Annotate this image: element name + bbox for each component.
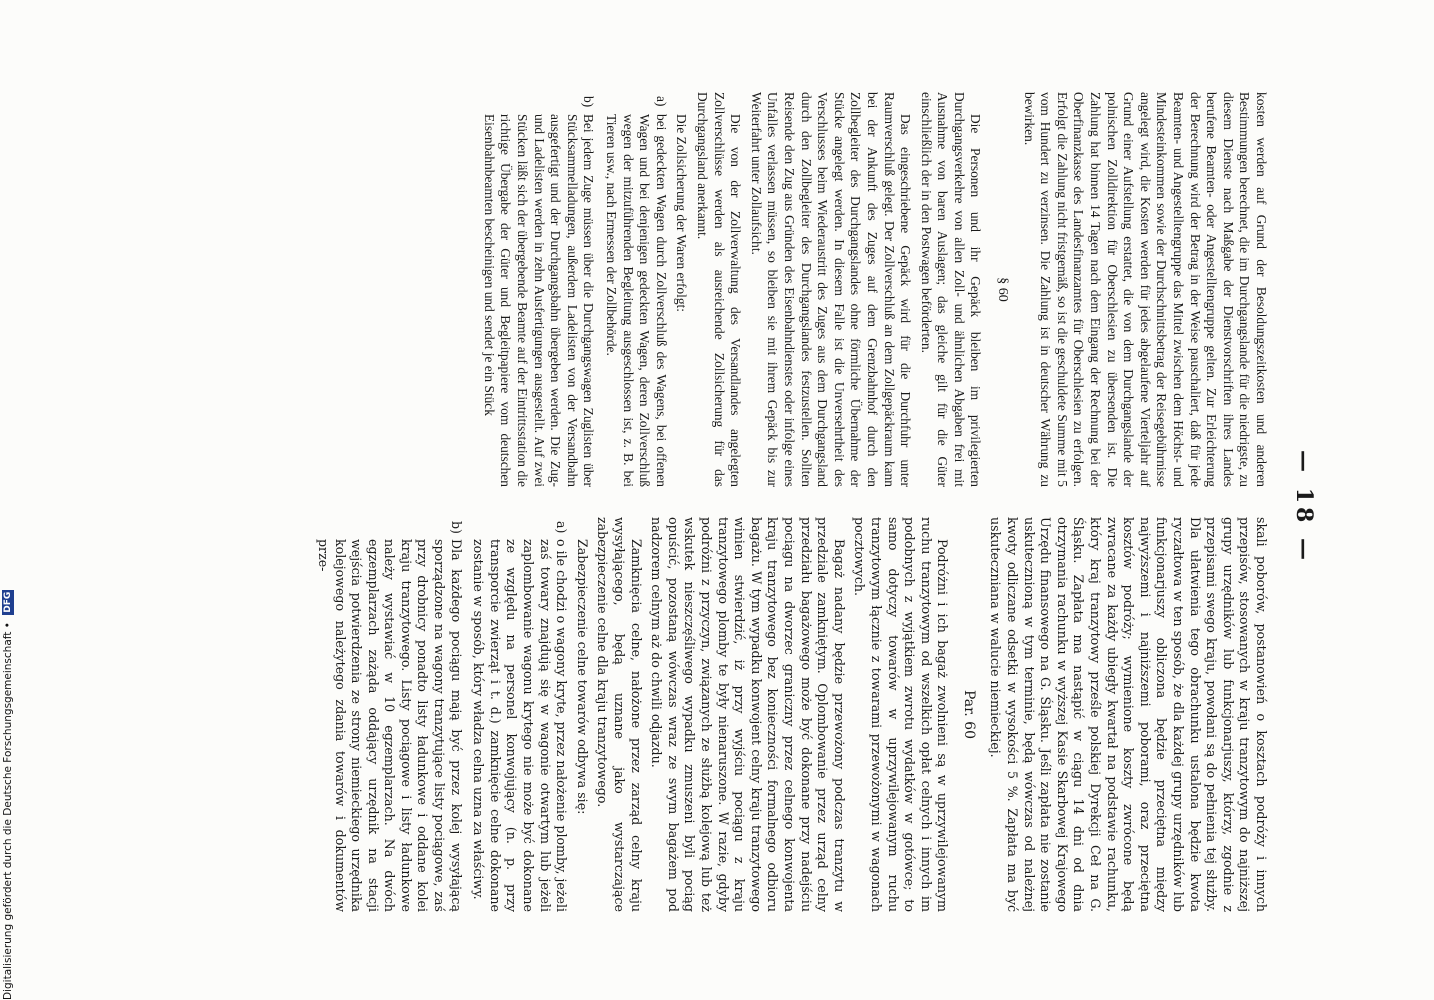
polish-item-b — [314, 517, 463, 912]
polish-paragraph-1: skali poborów, postanowień o kosztach podróży i innych przepisów, stosowanych w kraju tranzytowym do najniższej grupy urzędników lub funkcjonarjuszy, którzy, zgodnie z przepisami swego kraju, powołani są do pełnienia tej służby. Dla ułatwienia tego obrachunku ustalona będzie kwota ryczałtowa w ten sposób, że dla każdej grupy urzędników lub funkcjonarjuszy obliczona będzie przeciętna między najwyższemi i najniższemi poborami, oraz przeciętna kosztów podróży; wymienione koszty zwrócone będą zwracane za każdy ubiegły kwartał na podstawie rachunku, który kraj tranzytowy prześle polskiej Dyrekcji Ceł na G. Śląsku. Zapłata ma nastąpić w ciągu 14 dni od dnia otrzymania rachunku w wyższej Kasie Skarbowej Krajowego Urzędu finansowego na G. Śląsku. Jeśli zapłata nie zostanie uskutecznioną w tym terminie, będą wówczas od należnej kwoty odliczane odsetki w wysokości 5 %. Zapłata ma być uskuteczniana w walucie niemieckiej. — [988, 517, 1269, 912]
german-item-a — [602, 92, 668, 487]
german-item-b — [480, 92, 596, 487]
page-number: — 18 — — [1291, 450, 1317, 564]
german-item-a-marker: a) — [653, 96, 669, 107]
credit-text: Digitalisierung gefördert durch die Deutsche Forschungsgemeinschaft • — [2, 622, 14, 1000]
polish-item-b-marker: b) — [448, 521, 464, 534]
polish-item-a — [470, 517, 570, 912]
german-column — [474, 92, 1269, 487]
german-paragraph-1: kosten werden auf Grund der Besoldungszeitkosten und anderen Bestimmungen berechnet, die im Durchgangslande für die niedrigste, zu diesem Dienste nach Maßgabe der Dienstvorschriften ihres Landes berufene Beamten- oder Angestelltengruppe gelten. Zur Erleichterung der Berechnung wird der Betrag in der Weise pauschaliert, daß für jede Beamten- und Angestelltengruppe das Mittel zwischen dem Höchst- und Mindesteinkommen sowie der Durchschnittsbetrag der Reisegebührnisse angelegt wird, die Kosten werden für jedes abgelaufene Vierteljahr auf Grund einer Aufstellung erstattet, die von dem Durchgangslande der polnischen Zolldirektion für Oberschlesien zu übersenden ist. Die Zahlung hat binnen 14 Tagen nach dem Eingang der Rechnung bei der Oberfinanzkasse des Landesfinanzamtes für Oberschlesien zu erfolgen. Erfolgt die Zahlung nicht fristgemäß, so ist die geschuldete Summe mit 5 vom Hundert zu verzinsen. Die Zahlung ist in deutscher Währung zu bewirken. — [1021, 92, 1269, 487]
digitization-credit — [1, 580, 15, 1000]
polish-paragraph-2: Podróżni i ich bagaż zwolnieni są w uprzywilejowanym ruchu tranzytowym od wszelkich opłat celnych i innych im podobnych z wyjątkiem zwrotu wydatków w gotówce; to samo dotyczy towarów w uprzywilejowanym ruchu tranzytowym łącznie z towarami przewożonymi w wagonach pocztowych. — [852, 517, 951, 912]
german-paragraph-3: Das eingeschriebene Gepäck wird für die Durchfuhr unter Raumverschluß gelegt. Der Zollverschluß an dem Zollgepäckraum kann bei der Ankunft des Zuges auf dem Grenzbahnhof durch den Zollbegleiter des Durchgangslandes ohne förmliche Übernahme der Stücke angelegt werden. In diesem Falle ist die Unversehrtheit des Verschlusses beim Wiederaustritt des Zuges aus dem Durchgangsland durch den Zollbegleiter des Durchgangslandes festzustellen. Sollten Reisende den Zug aus Gründen des Eisenbahndienstes oder infolge eines Unfalles verlassen müssen, so bleiben sie mit ihrem Gepäck bis zur Weiterfahrt unter Zollaufsicht. — [748, 92, 914, 487]
polish-item-a-marker: a) — [554, 521, 570, 534]
dfg-logo-icon: DFG — [3, 591, 13, 613]
rotated-document-page — [117, 92, 1317, 922]
polish-section-heading: Par. 60 — [960, 689, 977, 739]
german-section-heading: § 60 — [995, 277, 1011, 302]
german-paragraph-5: Die Zollsicherung der Waren erfolgt: — [674, 114, 690, 312]
polish-paragraph-5: Zabezpieczenie celne towarów odbywa się: — [574, 539, 590, 815]
german-item-a-text: bei gedeckten Wagen durch Zollverschluß des Wagens, bei offenen Wagen und bei denjenigen gedeckten Wagen, deren Zollverschluß wegen der mitzuführenden Begleitung ausgeschlossen ist, z. B. bei Tieren usw., nach Ermessen der Zollbehörde. — [604, 114, 669, 487]
polish-item-a-text: o ile chodzi o wagony kryte, przez nałożenie plomby, jeżeli zaś towary znajdują się w wagonie otwartym lub jeżeli zaplombowanie wagonu krytego nie może być dokonane ze względu na personel konwojujący (n. p. przy transporcie zwierząt i t. d.) zamknięcie celne dokonane zostanie w sposób, który władza celna uzna za właściwy. — [471, 539, 570, 913]
polish-item-b-text: Dla każdego pociągu mają być przez kolej wysyłającą sporządzone na wagony tranzytujące listy pociągowe, zaś przy drobnicy ponadto listy ładunkowe i oddane kolei kraju tranzytowego. Listy pociągowe i listy ładunkowe należy wystawiać w 10 egzemplarzach. Na dwóch egzemplarzach zażąda oddający urzędnik na stacji wejścia potwierdzenia ze strony niemieckiego urzędnika kolejowego należytego zdania towarów i dokumentów prze- — [315, 539, 464, 912]
german-item-b-marker: b) — [581, 96, 597, 108]
polish-paragraph-3: Bagaż nadany będzie przewożony podczas tranzytu w przedziale zamkniętym. Oplombowanie przez urząd celny przedziału bagażowego może być dokonane przy nadejściu pociągu na dworzec graniczny przez celnego konwojenta kraju tranzytowego bez konieczności formalnego odbioru bagażu. W tym wypadku konwojent celny kraju tranzytowego winien stwierdzić, iż przy wyjściu pociągu z kraju tranzytowego plomby te były nienaruszone. W razie, gdyby podróżni z przyczyn, związanych ze służbą kolejową lub też wskutek nieszczęśliwego wypadku zmuszeni byli pociąg opuścić, pozostaną wówczas wraz ze swym bagażem pod nadzorem celnym aż do chwili odjazdu. — [649, 517, 847, 912]
polish-column — [308, 517, 1269, 912]
german-item-b-text: Bei jedem Zuge müssen über die Durchgangswagen Zuglisten über Stücksammelladungen, außerdem Ladelisten von der Versandbahn ausgefertigt und der Durchgangsbahn übergeben werden. Die Zug- und Ladelisten werden in zehn Ausfertigungen ausgestellt. Auf zwei Stücken läßt sich der übergebende Beamte auf der Eintrittsstation die richtige Übergabe der Güter und Begleitpapiere vom deutschen Eisenbahnbeamten bescheinigen und sendet je ein Stück — [481, 114, 597, 487]
polish-paragraph-4: Zamknięcia celne, nałożone przez zarząd celny kraju wysyłającego, będą uznane jako wystarczające zabezpieczenie celne dla kraju tranzytowego. — [595, 517, 644, 912]
german-paragraph-4: Die von der Zollverwaltung des Versandlandes angelegten Zollverschlüsse werden als ausreichende Zollsicherung für das Durchgangsland anerkannt. — [695, 92, 744, 487]
german-paragraph-2: Die Personen und ihr Gepäck bleiben im privilegierten Durchgangsverkehre von allen Zoll- und ähnlichen Abgaben frei mit Ausnahme von baren Auslagen; das gleiche gilt für die Güter einschließlich der in den Postwagen beförderten. — [918, 92, 984, 487]
